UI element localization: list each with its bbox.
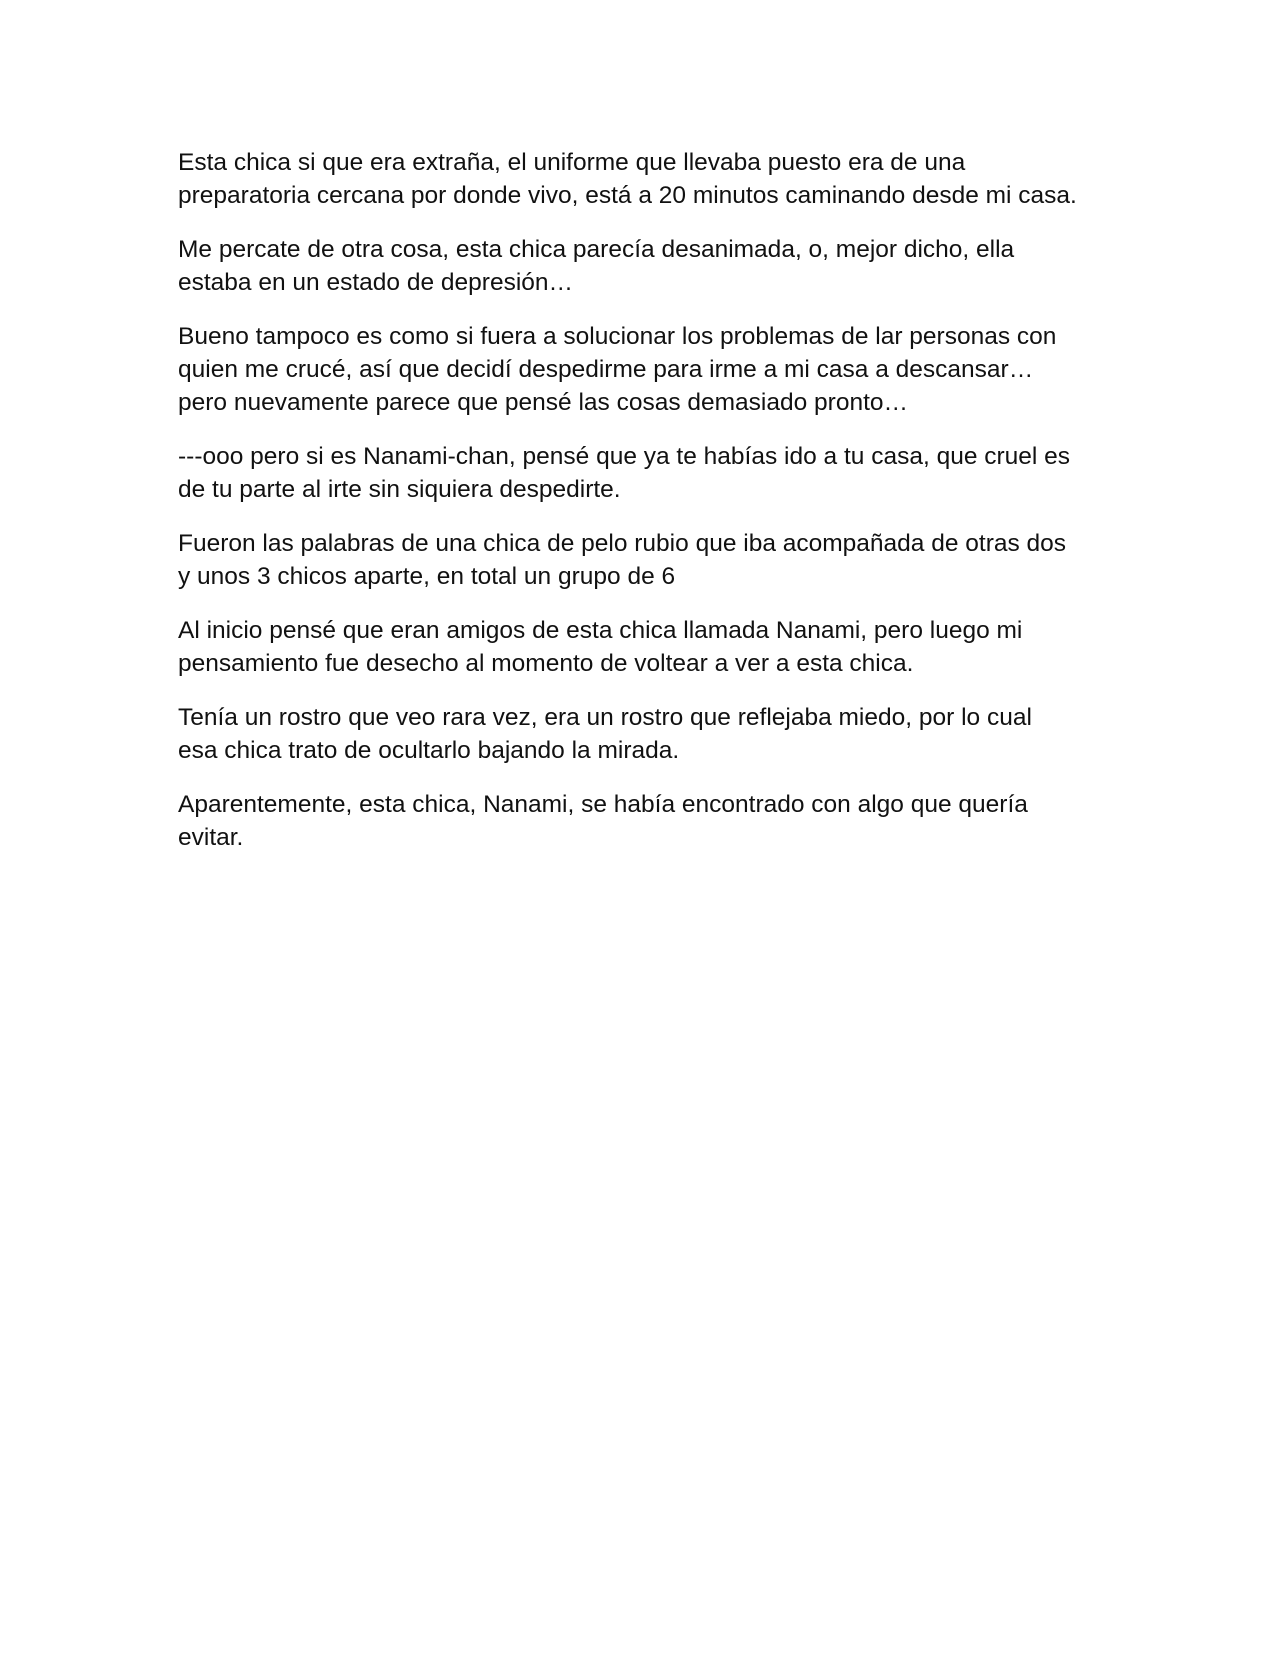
text-line: pensamiento fue desecho al momento de voltear a ver a esta chica.: [178, 650, 914, 677]
text-line: Esta chica si que era extraña, el uniforme que llevaba puesto era de una: [178, 149, 966, 176]
paragraph: [178, 233, 1118, 299]
paragraph: [178, 440, 1118, 506]
paragraph: [178, 788, 1118, 854]
text-line: evitar.: [178, 824, 244, 851]
paragraph: [178, 527, 1118, 593]
paragraph: [178, 701, 1118, 767]
document-body: [178, 146, 1118, 875]
text-line: esa chica trato de ocultarlo bajando la mirada.: [178, 737, 680, 764]
text-line: estaba en un estado de depresión…: [178, 269, 574, 296]
text-line: Tenía un rostro que veo rara vez, era un rostro que reflejaba miedo, por lo cual: [178, 704, 1032, 731]
text-line: de tu parte al irte sin siquiera despedirte.: [178, 476, 621, 503]
paragraph: [178, 146, 1118, 212]
paragraph: [178, 614, 1118, 680]
text-line: ---ooo pero si es Nanami-chan, pensé que ya te habías ido a tu casa, que cruel es: [178, 443, 1071, 470]
text-line: Fueron las palabras de una chica de pelo rubio que iba acompañada de otras dos: [178, 530, 1067, 557]
text-line: preparatoria cercana por donde vivo, está a 20 minutos caminando desde mi casa.: [178, 182, 1077, 209]
text-line: quien me crucé, así que decidí despedirme para irme a mi casa a descansar…: [178, 356, 1034, 383]
text-line: Aparentemente, esta chica, Nanami, se había encontrado con algo que quería: [178, 791, 1028, 818]
text-line: pero nuevamente parece que pensé las cosas demasiado pronto…: [178, 389, 909, 416]
text-line: Al inicio pensé que eran amigos de esta chica llamada Nanami, pero luego mi: [178, 617, 1023, 644]
text-line: Bueno tampoco es como si fuera a solucionar los problemas de lar personas con: [178, 323, 1057, 350]
text-line: Me percate de otra cosa, esta chica parecía desanimada, o, mejor dicho, ella: [178, 236, 1015, 263]
text-line: y unos 3 chicos aparte, en total un grupo de 6: [178, 563, 676, 590]
paragraph: [178, 320, 1118, 419]
